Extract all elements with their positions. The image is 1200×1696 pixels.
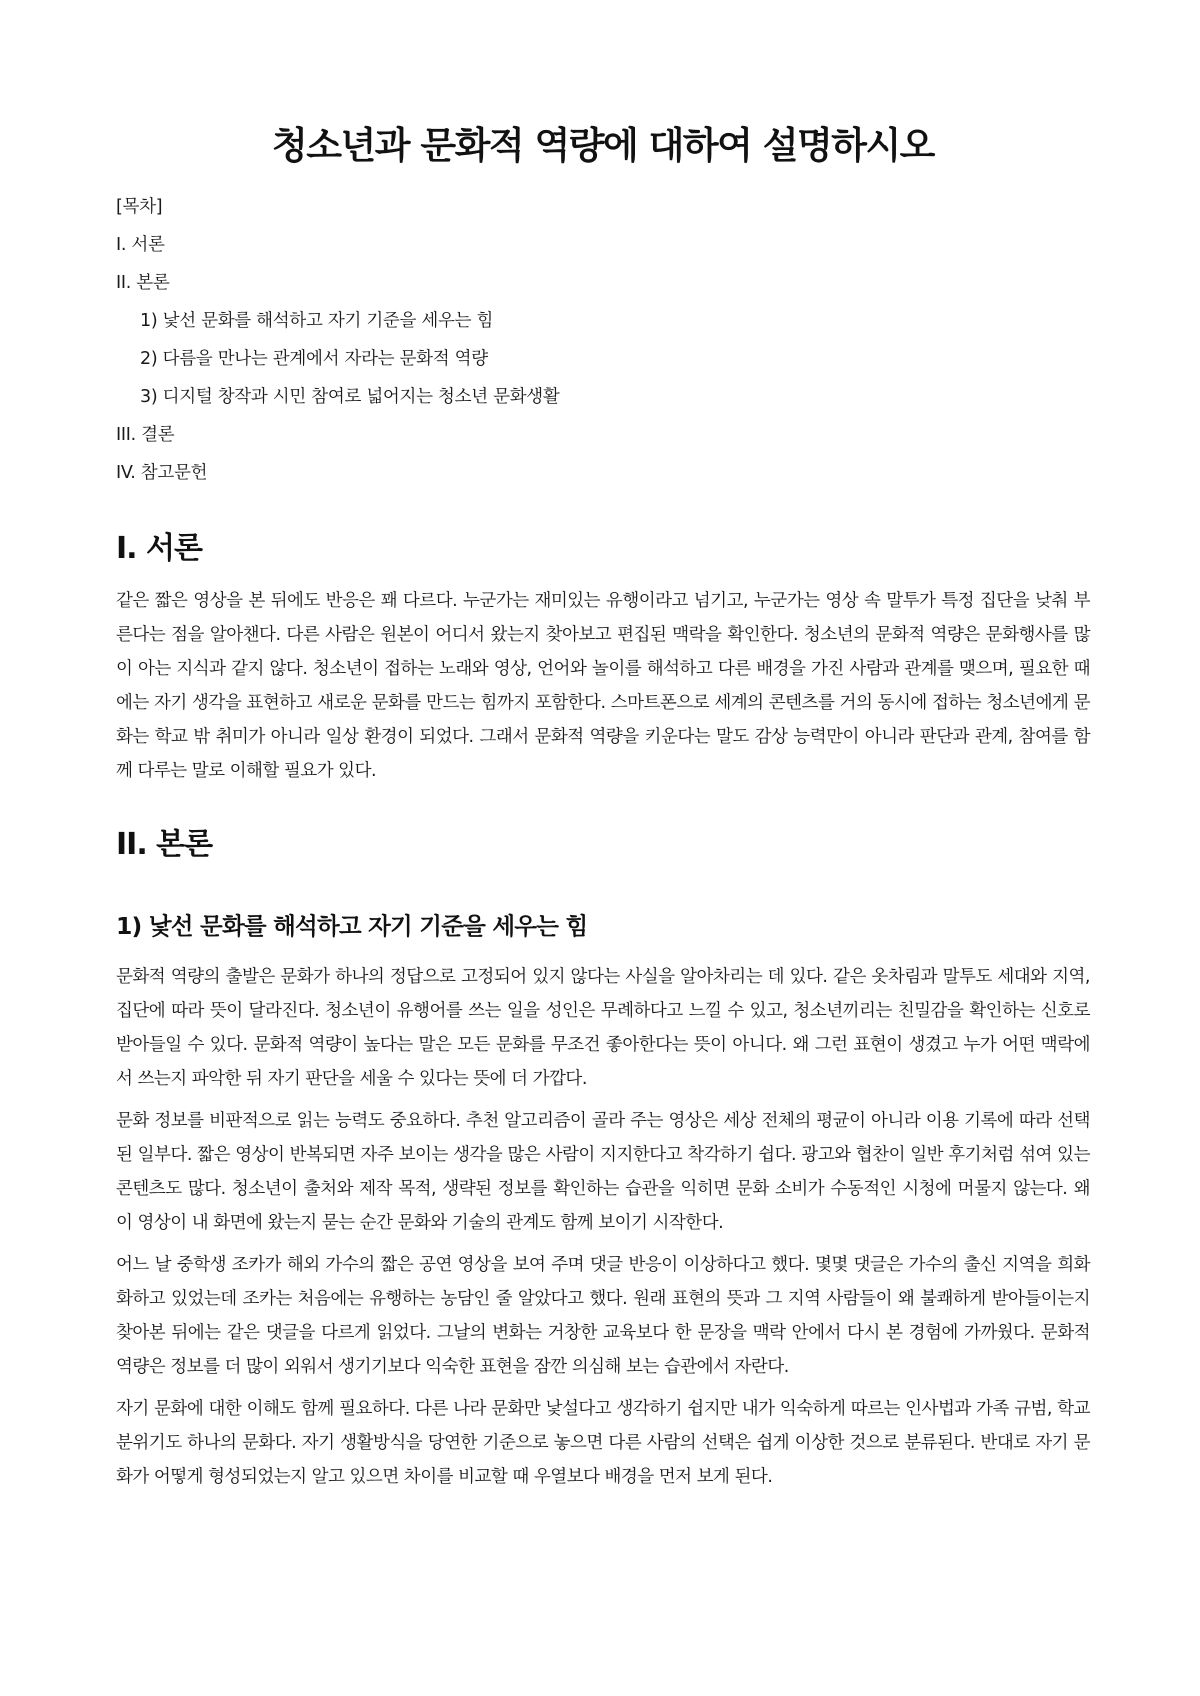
body-paragraph: 문화 정보를 비판적으로 읽는 능력도 중요하다. 추천 알고리즘이 골라 주는 영상은 세상 전체의 평균이 아니라 이용 기록에 따라 선택된 일부다. 짧은 영상이 반복되면 자주 보이는 생각을 많은 사람이 지지한다고 착각하기 쉽다. 광고와 협찬이 일반 후기처럼 섞여 있는 콘텐츠도 많다. 청소년이 출처와 제작 목적, 생략된 정보를 확인하는 습관을 익히면 문화 소비가 수동적인 시청에 머물지 않는다. 왜 이 영상이 내 화면에 왔는지 묻는 순간 문화와 기술의 관계도 함께 보이기 시작한다. (116, 1111, 1090, 1233)
toc-item: I. 서론 (116, 235, 165, 255)
intro-paragraph: 같은 짧은 영상을 본 뒤에도 반응은 꽤 다르다. 누군가는 재미있는 유행이라고 넘기고, 누군가는 영상 속 말투가 특정 집단을 낮춰 부른다는 점을 알아챈다. 다른 사람은 원본이 어디서 왔는지 찾아보고 편집된 맥락을 확인한다. 청소년의 문화적 역량은 문화행사를 많이 아는 지식과 같지 않다. 청소년이 접하는 노래와 영상, 언어와 놀이를 해석하고 다른 배경을 가진 사람과 관계를 맺으며, 필요한 때에는 자기 생각을 표현하고 새로운 문화를 만드는 힘까지 포함한다. 스마트폰으로 세계의 콘텐츠를 거의 동시에 접하는 청소년에게 문화는 학교 밖 취미가 아니라 일상 환경이 되었다. 그래서 문화적 역량을 키운다는 말도 감상 능력만이 아니라 판단과 관계, 참여를 함께 다루는 말로 이해할 필요가 있다. (116, 591, 1090, 781)
body-heading: II. 본론 (116, 827, 213, 862)
document-title: 청소년과 문화적 역량에 대하여 설명하시오 (272, 124, 934, 167)
document-page (116, 0, 1090, 1494)
body-paragraph: 문화적 역량의 출발은 문화가 하나의 정답으로 고정되어 있지 않다는 사실을 알아차리는 데 있다. 같은 옷차림과 말투도 세대와 지역, 집단에 따라 뜻이 달라진다. 청소년이 유행어를 쓰는 일을 성인은 무례하다고 느낄 수 있고, 청소년끼리는 친밀감을 확인하는 신호로 받아들일 수 있다. 문화적 역량이 높다는 말은 모든 문화를 무조건 좋아한다는 뜻이 아니다. 왜 그런 표현이 생겼고 누가 어떤 맥락에서 쓰는지 파악한 뒤 자기 판단을 세울 수 있다는 뜻에 더 가깝다. (116, 967, 1090, 1089)
toc-heading: [목차] (116, 197, 163, 217)
toc-item: IV. 참고문헌 (116, 463, 208, 483)
toc-item: III. 결론 (116, 425, 175, 445)
subsection-heading: 1) 낯선 문화를 해석하고 자기 기준을 세우는 힘 (116, 912, 588, 940)
toc-item: II. 본론 (116, 273, 170, 293)
toc-subitem: 1) 낯선 문화를 해석하고 자기 기준을 세우는 힘 (140, 311, 494, 331)
table-of-contents (116, 188, 1090, 492)
toc-subitem: 3) 디지털 창작과 시민 참여로 넓어지는 청소년 문화생활 (140, 387, 560, 407)
body-paragraph: 자기 문화에 대한 이해도 함께 필요하다. 다른 나라 문화만 낯설다고 생각하기 쉽지만 내가 익숙하게 따르는 인사법과 가족 규범, 학교 분위기도 하나의 문화다. 자기 생활방식을 당연한 기준으로 놓으면 다른 사람의 선택은 쉽게 이상한 것으로 분류된다. 반대로 자기 문화가 어떻게 형성되었는지 알고 있으면 차이를 비교할 때 우열보다 배경을 먼저 보게 된다. (116, 1399, 1090, 1487)
body-paragraph: 어느 날 중학생 조카가 해외 가수의 짧은 공연 영상을 보여 주며 댓글 반응이 이상하다고 했다. 몇몇 댓글은 가수의 출신 지역을 희화화하고 있었는데 조카는 처음에는 유행하는 농담인 줄 알았다고 했다. 원래 표현의 뜻과 그 지역 사람들이 왜 불쾌하게 받아들이는지 찾아본 뒤에는 같은 댓글을 다르게 읽었다. 그날의 변화는 거창한 교육보다 한 문장을 맥락 안에서 다시 본 경험에 가까웠다. 문화적 역량은 정보를 더 많이 외워서 생기기보다 익숙한 표현을 잠깐 의심해 보는 습관에서 자란다. (116, 1255, 1090, 1377)
intro-heading: I. 서론 (116, 531, 202, 566)
toc-subitem: 2) 다름을 만나는 관계에서 자라는 문화적 역량 (140, 349, 488, 369)
